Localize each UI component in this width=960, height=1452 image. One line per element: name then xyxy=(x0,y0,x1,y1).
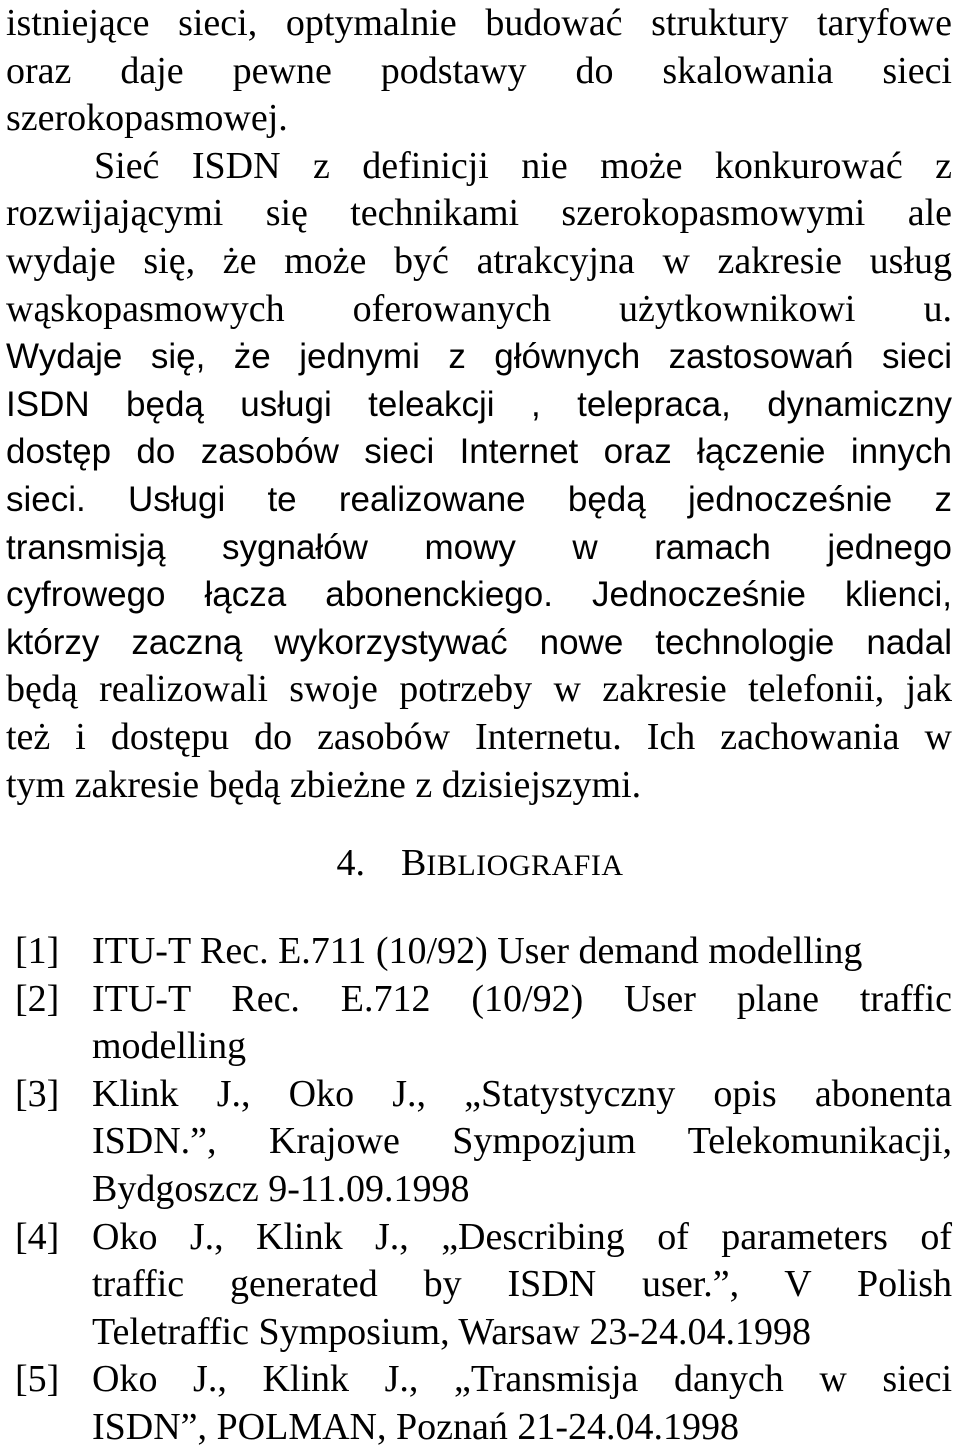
paragraph-line: istniejące sieci, optymalnie budować struktury taryfowe xyxy=(6,2,952,44)
paragraph-line: ISDN będą usługi teleakcji , telepraca, dynamiczny xyxy=(6,384,952,424)
paragraph-line: oraz daje pewne podstawy do skalowania sieci xyxy=(6,49,952,92)
entry-line: ITU-T Rec. E.712 (10/92) User plane traffic xyxy=(92,977,952,1020)
entry-number: [1] xyxy=(15,930,60,972)
entry-line: modelling xyxy=(92,1025,247,1068)
entry-line: Oko J., Klink J., „Describing of parameters of xyxy=(92,1215,952,1258)
paragraph-line: wąskopasmowych oferowanych użytkownikowi u. xyxy=(6,287,952,330)
entry-line: ISDN”, POLMAN, Poznań 21-24.04.1998 xyxy=(92,1405,740,1448)
paragraph-line: też i dostępu do zasobów Internetu. Ich zachowania w xyxy=(6,715,952,758)
entry-line: traffic generated by ISDN user.”, V Polish xyxy=(92,1263,952,1306)
paragraph-line: Wydaje się, że jednymi z głównych zastosowań sieci xyxy=(6,337,952,377)
entry-line: Bydgoszcz 9-11.09.1998 xyxy=(92,1167,470,1210)
entry-line: Oko J., Klink J., „Transmisja danych w sieci xyxy=(92,1358,952,1401)
paragraph-line: szerokopasmowej. xyxy=(6,97,288,140)
paragraph-line: wydaje się, że może być atrakcyjna w zakresie usług xyxy=(6,239,952,282)
bibliography-entry xyxy=(0,976,952,1071)
entry-number: [3] xyxy=(15,1072,60,1115)
bibliography-list xyxy=(0,928,960,1452)
entry-number: [2] xyxy=(15,977,60,1020)
bibliography-entry xyxy=(0,928,952,976)
paragraph-line: sieci. Usługi te realizowane będą jednocześnie z xyxy=(6,479,952,519)
paragraph-line: którzy zaczną wykorzystywać nowe technologie nadal xyxy=(6,622,952,662)
entry-line: ISDN.”, Krajowe Sympozjum Telekomunikacji, xyxy=(92,1120,952,1163)
section-heading xyxy=(0,840,960,889)
paragraph-line: Sieć ISDN z definicji nie może konkurować z xyxy=(94,144,952,187)
entry-line: ITU-T Rec. E.711 (10/92) User demand modelling xyxy=(92,930,863,972)
paragraph-line: rozwijającymi się technikami szerokopasmowymi ale xyxy=(6,192,952,235)
entry-line: Klink J., Oko J., „Statystyczny opis abonenta xyxy=(92,1072,952,1115)
entry-number: [5] xyxy=(15,1358,60,1401)
bibliography-entry xyxy=(0,1356,952,1451)
paragraph-line: transmisją sygnałów mowy w ramach jednego xyxy=(6,527,952,567)
paragraph-line: dostęp do zasobów sieci Internet oraz łączenie innych xyxy=(6,432,952,472)
paragraph-line: będą realizowali swoje potrzeby w zakresie telefonii, jak xyxy=(6,668,952,711)
entry-line: Teletraffic Symposium, Warsaw 23-24.04.1998 xyxy=(92,1310,811,1353)
paragraph-line: tym zakresie będą zbieżne z dzisiejszymi. xyxy=(6,763,642,806)
entry-number: [4] xyxy=(15,1215,60,1258)
bibliography-entry xyxy=(0,1071,952,1214)
bibliography-entry xyxy=(0,1214,952,1357)
section-title-rest: IBLIOGRAFIA xyxy=(426,849,624,882)
body-paragraph xyxy=(6,0,952,809)
section-number: 4. xyxy=(336,842,365,884)
paragraph-line: cyfrowego łącza abonenckiego. Jednocześnie klienci, xyxy=(6,575,952,615)
section-title-initial: B xyxy=(400,842,427,884)
